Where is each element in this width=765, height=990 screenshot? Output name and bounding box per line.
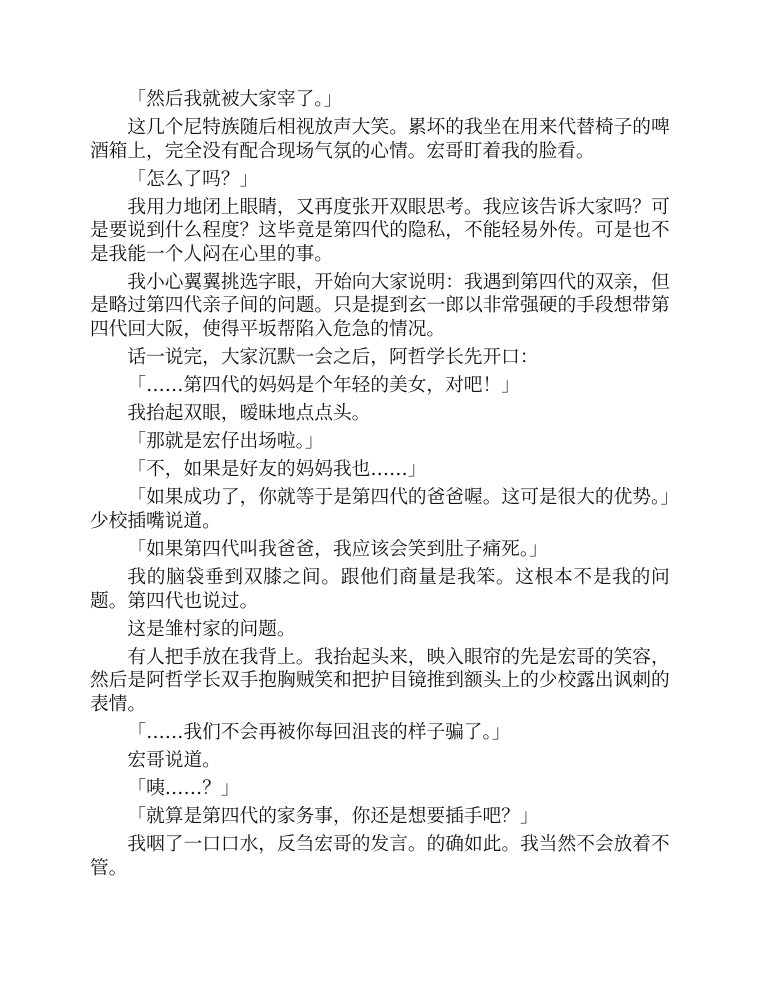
paragraph: 这几个尼特族随后相视放声大笑。累坏的我坐在用来代替椅子的啤酒箱上，完全没有配合现场气氛的心情。宏哥盯着我的脸看。 [90, 117, 670, 162]
paragraph: 「就算是第四代的家务事，你还是想要插手吧？」 [127, 806, 539, 828]
paragraph: 我的脑袋垂到双膝之间。跟他们商量是我笨。这根本不是我的问题。第四代也说过。 [90, 567, 670, 612]
paragraph: 我用力地闭上眼睛，又再度张开双眼思考。我应该告诉大家吗？可是要说到什么程度？这毕竟是第四代的隐私，不能轻易外传。可是也不是我能一个人闷在心里的事。 [90, 196, 670, 265]
paragraph: 「然后我就被大家宰了。」 [127, 89, 343, 110]
paragraph: 宏哥说道。 [127, 750, 221, 771]
paragraph: 「不，如果是好友的妈妈我也……」 [127, 459, 427, 481]
paragraph: 「如果成功了，你就等于是第四代的爸爸喔。这可是很大的优势。」少校插嘴说道。 [90, 487, 670, 532]
paragraph: 「咦……？」 [127, 778, 240, 800]
paragraph: 有人把手放在我背上。我抬起头来，映入眼帘的先是宏哥的笑容，然后是阿哲学长双手抱胸贼笑和把护目镜推到额头上的少校露出讽刺的表情。 [90, 646, 670, 715]
paragraph: 话一说完，大家沉默一会之后，阿哲学长先开口： [127, 346, 539, 368]
paragraph: 「怎么了吗？」 [127, 168, 259, 190]
paragraph: 「如果第四代叫我爸爸，我应该会笑到肚子痛死。」 [127, 539, 548, 561]
paragraph: 「……我们不会再被你每回沮丧的样子骗了。」 [127, 721, 511, 743]
paragraph: 我抬起双眼，暧昧地点点头。 [127, 403, 371, 425]
paragraph: 「……第四代的妈妈是个年轻的美女，对吧！」 [127, 375, 520, 397]
paragraph: 我咽了一口口水，反刍宏哥的发言。的确如此。我当然不会放着不管。 [90, 834, 670, 879]
page-body [90, 88, 670, 885]
paragraph: 「那就是宏仔出场啦。」 [127, 431, 324, 453]
paragraph: 我小心翼翼挑选字眼，开始向大家说明：我遇到第四代的双亲，但是略过第四代亲子间的问题。只是提到玄一郎以非常强硬的手段想带第四代回大阪，使得平坂帮陷入危急的情况。 [90, 271, 670, 340]
paragraph: 这是雏村家的问题。 [127, 618, 296, 640]
